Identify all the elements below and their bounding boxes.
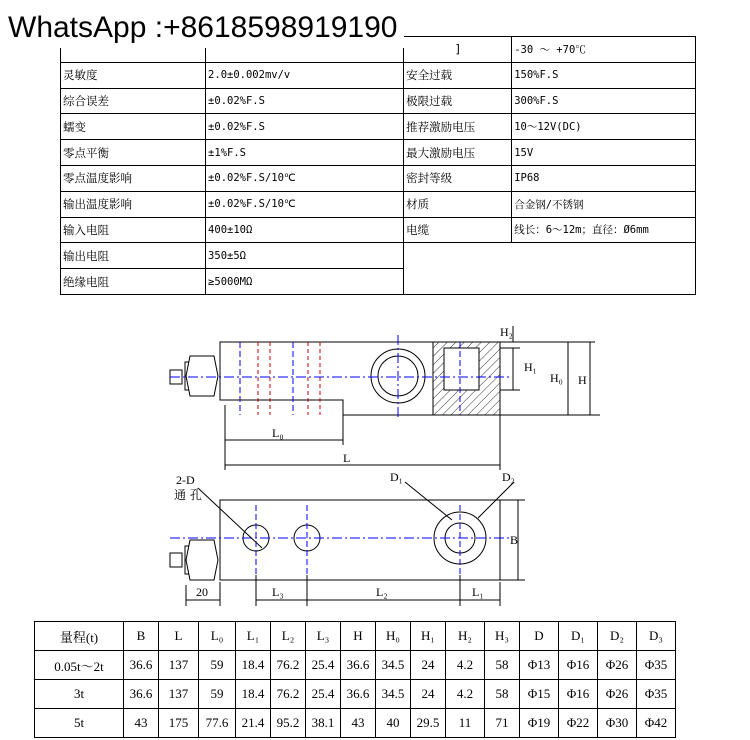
dims-cell: H₀: [376, 622, 411, 651]
spec-label: 输入电阻: [61, 217, 206, 243]
label-2d: 2-D: [176, 473, 195, 487]
spec-value: ±0.02%F.S: [206, 114, 404, 140]
dims-cell: 76.2: [271, 651, 306, 680]
label-h2: H₂: [500, 325, 513, 339]
dims-cell: 38.1: [306, 709, 341, 738]
dims-cell: H₃: [485, 622, 520, 651]
dims-cell: 36.6: [124, 680, 159, 709]
dims-cell: Φ15: [520, 680, 559, 709]
spec-cell-fragment: ]: [404, 37, 512, 63]
label-l0: L₀: [272, 426, 284, 440]
dims-cell: 34.5: [376, 651, 411, 680]
dimensions-table: [34, 621, 676, 738]
spec-temperature-range: -30 ～ +70℃: [512, 37, 696, 63]
dims-cell: 36.6: [124, 651, 159, 680]
dims-cell: 4.2: [446, 651, 485, 680]
dims-cell: 71: [485, 709, 520, 738]
spec-label: 极限过载: [404, 88, 512, 114]
label-d1: D₁: [390, 470, 403, 484]
label-through-hole: 通 孔: [174, 488, 202, 502]
spec-value: 合金钢/不锈钢: [512, 191, 696, 217]
dims-cell: 4.2: [446, 680, 485, 709]
spec-value: ±0.02%F.S: [206, 88, 404, 114]
dims-cell: Φ30: [598, 709, 637, 738]
spec-label: 密封等级: [404, 165, 512, 191]
spec-label: 零点温度影响: [61, 165, 206, 191]
dims-row: [35, 680, 676, 709]
dims-cell: Φ35: [637, 680, 676, 709]
spec-value: 线长：6～12m；直径：Ø6mm: [512, 217, 696, 243]
dims-cell: L₁: [236, 622, 271, 651]
spec-cell-empty: [404, 243, 696, 295]
dims-cell: Φ22: [559, 709, 598, 738]
side-view: [170, 326, 600, 470]
dims-cell: 3t: [35, 680, 124, 709]
label-l3: L₃: [272, 585, 284, 599]
label-b: B: [510, 533, 519, 547]
spec-value: ±0.02%F.S/10℃: [206, 191, 404, 217]
dims-cell: L₂: [271, 622, 306, 651]
spec-value: 400±10Ω: [206, 217, 404, 243]
dims-cell: 43: [341, 709, 376, 738]
dims-cell: H₁: [411, 622, 446, 651]
dims-cell: 58: [485, 680, 520, 709]
dims-cell: 175: [159, 709, 199, 738]
spec-label: 综合误差: [61, 88, 206, 114]
dims-row: [35, 622, 676, 651]
label-h: H: [578, 373, 587, 387]
spec-label: 安全过载: [404, 62, 512, 88]
spec-row: [61, 114, 696, 140]
dims-cell: 43: [124, 709, 159, 738]
label-h1: H₁: [524, 360, 537, 374]
dims-cell: 40: [376, 709, 411, 738]
dims-row: [35, 651, 676, 680]
label-h0: H₀: [550, 371, 563, 385]
dims-cell: Φ26: [598, 680, 637, 709]
dims-cell: 量程(t): [35, 622, 124, 651]
label-20: 20: [196, 585, 208, 599]
dims-cell: 59: [199, 651, 236, 680]
spec-label: 绝缘电阻: [61, 269, 206, 295]
dims-cell: 36.6: [341, 680, 376, 709]
whatsapp-watermark: WhatsApp :+8618598919190: [8, 8, 404, 48]
dims-cell: 11: [446, 709, 485, 738]
dims-cell: Φ35: [637, 651, 676, 680]
dims-cell: 0.05t～2t: [35, 651, 124, 680]
spec-row: [61, 165, 696, 191]
dims-cell: L: [159, 622, 199, 651]
dims-cell: 137: [159, 680, 199, 709]
dims-cell: Φ42: [637, 709, 676, 738]
dims-row: [35, 709, 676, 738]
dims-cell: D₃: [637, 622, 676, 651]
spec-value: 300%F.S: [512, 88, 696, 114]
label-l: L: [343, 451, 351, 465]
spec-value: 10～12V(DC): [512, 114, 696, 140]
spec-table: [60, 36, 696, 295]
dims-cell: 95.2: [271, 709, 306, 738]
spec-row: [61, 88, 696, 114]
dims-cell: D₁: [559, 622, 598, 651]
dims-cell: L₃: [306, 622, 341, 651]
spec-row: [61, 140, 696, 166]
dims-cell: L₀: [199, 622, 236, 651]
dims-cell: 24: [411, 680, 446, 709]
label-l1: L₁: [472, 585, 484, 599]
dims-cell: 18.4: [236, 651, 271, 680]
dims-cell: 58: [485, 651, 520, 680]
dims-cell: Φ16: [559, 651, 598, 680]
spec-value: 2.0±0.002mv/v: [206, 62, 404, 88]
dims-cell: D: [520, 622, 559, 651]
dims-cell: Φ13: [520, 651, 559, 680]
dims-cell: H₂: [446, 622, 485, 651]
spec-label: 输出电阻: [61, 243, 206, 269]
spec-label: 电缆: [404, 217, 512, 243]
dims-cell: Φ16: [559, 680, 598, 709]
spec-value: ≥5000MΩ: [206, 269, 404, 295]
spec-value: ±1%F.S: [206, 140, 404, 166]
spec-value: 150%F.S: [512, 62, 696, 88]
dims-cell: 25.4: [306, 680, 341, 709]
dims-cell: D₂: [598, 622, 637, 651]
spec-row: [61, 243, 696, 269]
dims-cell: Φ19: [520, 709, 559, 738]
dims-cell: 36.6: [341, 651, 376, 680]
dims-cell: B: [124, 622, 159, 651]
dims-cell: 137: [159, 651, 199, 680]
spec-label: 最大激励电压: [404, 140, 512, 166]
dims-cell: 76.2: [271, 680, 306, 709]
spec-label: 零点平衡: [61, 140, 206, 166]
dims-cell: 25.4: [306, 651, 341, 680]
spec-label: 灵敏度: [61, 62, 206, 88]
dims-cell: 18.4: [236, 680, 271, 709]
spec-value: ±0.02%F.S/10℃: [206, 165, 404, 191]
dims-cell: 77.6: [199, 709, 236, 738]
spec-row: [61, 191, 696, 217]
dims-cell: 59: [199, 680, 236, 709]
dims-cell: Φ26: [598, 651, 637, 680]
spec-label: 蠕变: [61, 114, 206, 140]
spec-label: 输出温度影响: [61, 191, 206, 217]
dims-cell: 24: [411, 651, 446, 680]
spec-value: 15V: [512, 140, 696, 166]
spec-label: 推荐激励电压: [404, 114, 512, 140]
dims-cell: 34.5: [376, 680, 411, 709]
spec-row: [61, 217, 696, 243]
dims-cell: H: [341, 622, 376, 651]
load-cell-drawing: [0, 300, 750, 620]
dims-cell: 29.5: [411, 709, 446, 738]
dims-cell: 21.4: [236, 709, 271, 738]
spec-value: IP68: [512, 165, 696, 191]
label-l2: L₂: [376, 585, 388, 599]
spec-label: 材质: [404, 191, 512, 217]
spec-row: [61, 62, 696, 88]
spec-value: 350±5Ω: [206, 243, 404, 269]
label-d2: D₂: [502, 470, 515, 484]
dims-cell: 5t: [35, 709, 124, 738]
